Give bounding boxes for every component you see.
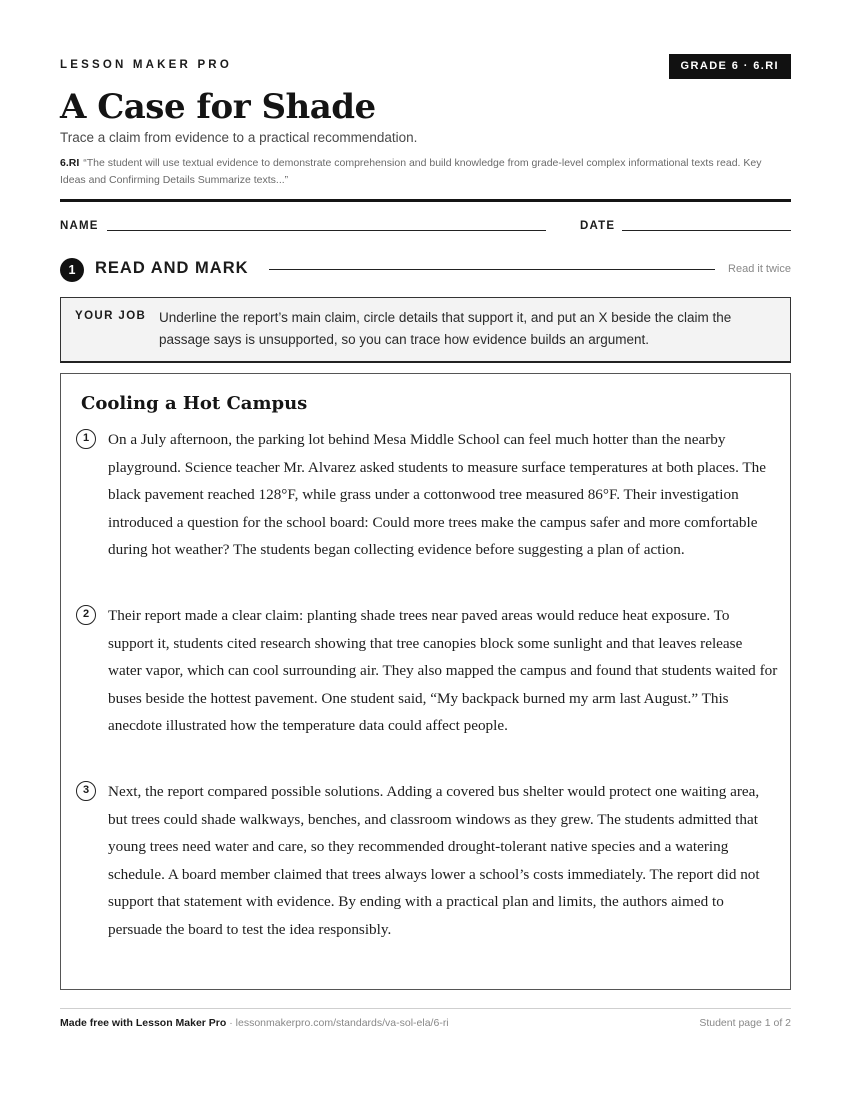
reading-passage [60, 373, 791, 990]
paragraph-number: 1 [76, 429, 96, 449]
passage-paragraph: Their report made a clear claim: planting shade trees near paved areas would reduce heat exposure. To support it, students cited research showing that tree canopies block some sunlight and that leaves release water vapor, which can cool surrounding air. They also mapped the campus and found that students waited for buses beside the hottest pavement. One student said, “My backpack burned my arm last August.” This anecdote illustrated how the temperature data could affect people. [108, 607, 778, 735]
instructions-box [60, 297, 791, 363]
name-label: NAME [60, 220, 99, 232]
brand-name: LESSON MAKER PRO [60, 59, 232, 71]
footer-url[interactable]: · lessonmakerpro.com/standards/va-sol-ela/6-ri [226, 1017, 449, 1029]
page-title: A Case for Shade [60, 87, 376, 127]
section-number-badge: 1 [60, 258, 84, 282]
page-indicator: Student page 1 of 2 [699, 1017, 791, 1029]
standard-text: “The student will use textual evidence to demonstrate comprehension and build knowledge from grade-level complex informational texts read. Key Ideas and Confirming Details Summarize texts...” [60, 157, 762, 186]
standard-code: 6.RI [60, 157, 80, 169]
section-divider [269, 269, 715, 270]
date-label: DATE [580, 220, 616, 232]
instructions-text: Underline the report’s main claim, circle details that support it, and put an X beside the claim the passage says is unsupported, so you can trace how evidence builds an argument. [159, 310, 732, 347]
header-divider [60, 199, 791, 202]
footer-divider [60, 1008, 791, 1009]
page-subtitle: Trace a claim from evidence to a practical recommendation. [60, 130, 418, 145]
footer-made-with: Made free with Lesson Maker Pro [60, 1017, 227, 1029]
instructions-label: YOUR JOB [75, 310, 147, 322]
date-field[interactable] [622, 230, 791, 231]
section-note: Read it twice [728, 263, 791, 275]
passage-paragraph: On a July afternoon, the parking lot behind Mesa Middle School can feel much hotter than the nearby playground. Science teacher Mr. Alvarez asked students to measure surface temperatures at both places. The black pavement reached 128°F, while grass under a cottonwood tree measured 86°F. Their investigation introduced a question for the school board: Could more trees make the campus safer and more comfortable during hot weather? The students began collecting evidence before suggesting a plan of action. [108, 431, 767, 559]
footer-credit [60, 1017, 449, 1029]
passage-title: Cooling a Hot Campus [81, 393, 308, 414]
name-field[interactable] [107, 230, 546, 231]
section-title: READ AND MARK [95, 259, 249, 277]
passage-paragraph: Next, the report compared possible solutions. Adding a covered bus shelter would protect one waiting area, but trees could shade walkways, benches, and classroom windows as they grew. The students admitted that young trees need water and care, so they recommended drought-tolerant native species and a watering schedule. A board member claimed that trees always lower a school’s costs immediately. The report did not support that statement with evidence. By ending with a practical plan and limits, the authors aimed to persuade the board to test the idea responsibly. [108, 783, 760, 938]
paragraph-number: 3 [76, 781, 96, 801]
standard-description [60, 155, 788, 188]
grade-badge: GRADE 6 · 6.RI [669, 54, 791, 79]
paragraph-number: 2 [76, 605, 96, 625]
worksheet-page [60, 0, 791, 1100]
